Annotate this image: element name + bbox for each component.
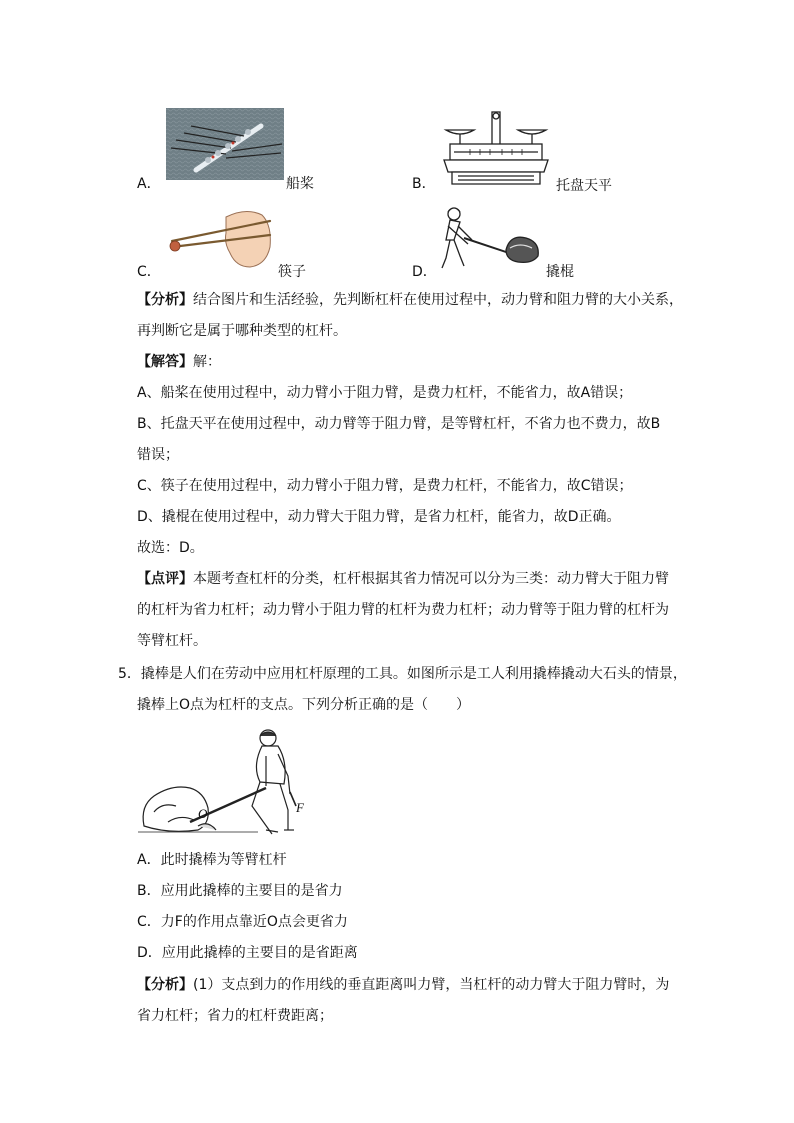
- q4-option-d-letter: D．: [412, 264, 437, 280]
- q4-option-c-caption: 筷子: [278, 264, 306, 280]
- q4-analysis-line-2: 再判断它是属于哪种类型的杠杆。: [137, 323, 347, 339]
- q4-analysis-line-1: [137, 290, 683, 310]
- q4-answer-c: C、筷子在使用过程中，动力臂小于阻力臂，是费力杠杆，不能省力，故C错误；: [137, 478, 633, 494]
- answer-tag: 【解答】: [137, 354, 193, 370]
- q4-option-c-letter: C．: [137, 264, 161, 280]
- q4-comment-line-3: 等臂杠杆。: [137, 633, 207, 649]
- rowing-boat-image: [166, 108, 284, 180]
- q4-option-d-caption: 撬棍: [546, 264, 574, 280]
- answer-head: 解：: [193, 354, 221, 370]
- q5-option-b: B．应用此撬棒的主要目的是省力: [137, 883, 343, 899]
- chopsticks-image: [166, 207, 274, 269]
- q5-analysis-text: (1）支点到力的作用线的垂直距离叫力臂，当杠杆的动力臂大于阻力臂时，为: [193, 977, 670, 993]
- force-label-f: F: [296, 800, 304, 815]
- q4-option-a-caption: 船桨: [286, 176, 314, 192]
- q5-analysis-line-2: 省力杠杆；省力的杠杆费距离；: [137, 1008, 333, 1024]
- q5-stem-line-1: 5．撬棒是人们在劳动中应用杠杆原理的工具。如图所示是工人利用撬棒撬动大石头的情景，: [118, 666, 687, 682]
- q4-option-b-letter: B．: [412, 176, 436, 192]
- q4-answer-a: A、船桨在使用过程中，动力臂小于阻力臂，是费力杠杆，不能省力，故A错误；: [137, 385, 633, 401]
- q4-answer-b-line-1: B、托盘天平在使用过程中，动力臂等于阻力臂，是等臂杠杆，不省力也不费力，故B: [137, 416, 661, 432]
- crowbar-worker-image: [440, 204, 542, 274]
- analysis-text: 结合图片和生活经验，先判断杠杆在使用过程中，动力臂和阻力臂的大小关系，: [193, 292, 683, 308]
- q4-comment-line-1: [137, 569, 669, 589]
- q5-option-c: C．力F的作用点靠近O点会更省力: [137, 914, 348, 930]
- q4-answer-heading: [137, 352, 221, 372]
- q4-choice: 故选：D。: [137, 540, 204, 556]
- q4-option-a-letter: A．: [137, 176, 161, 192]
- q4-option-b-caption: 托盘天平: [556, 178, 612, 194]
- pivot-label-o: O: [198, 806, 208, 821]
- q5-option-a: A．此时撬棒为等臂杠杆: [137, 852, 287, 868]
- q4-answer-b-line-2: 错误；: [137, 447, 179, 463]
- crowbar-rock-figure: [138, 726, 334, 838]
- q5-analysis-line-1: [137, 975, 669, 995]
- q5-analysis-tag: 【分析】: [137, 977, 193, 993]
- q4-comment-line-2: 的杠杆为省力杠杆；动力臂小于阻力臂的杠杆为费力杠杆；动力臂等于阻力臂的杠杆为: [137, 602, 669, 618]
- balance-scale-image: [440, 108, 552, 188]
- q5-stem-line-2: 撬棒上O点为杠杆的支点。下列分析正确的是（ ）: [137, 697, 471, 713]
- comment-tag: 【点评】: [137, 571, 193, 587]
- q4-answer-d: D、撬棍在使用过程中，动力臂大于阻力臂，是省力杠杆，能省力，故D正确。: [137, 509, 621, 525]
- q5-option-d: D．应用此撬棒的主要目的是省距离: [137, 945, 358, 961]
- comment-text: 本题考查杠杆的分类，杠杆根据其省力情况可以分为三类：动力臂大于阻力臂: [193, 571, 669, 587]
- analysis-tag: 【分析】: [137, 292, 193, 308]
